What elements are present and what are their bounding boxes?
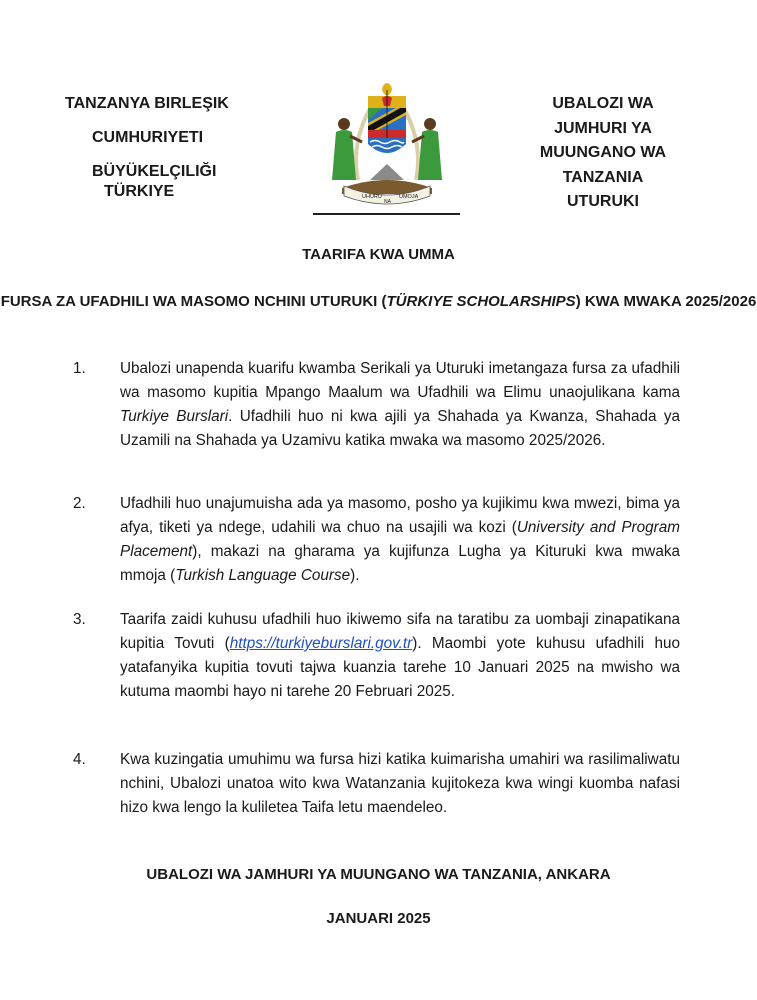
paragraph-number: 2.	[73, 495, 86, 512]
header-left-line-2: CUMHURIYETI	[92, 129, 204, 146]
header-divider	[313, 213, 460, 215]
paragraph-1	[73, 357, 680, 453]
header-right-line-2: JUMHURI YA	[554, 119, 652, 137]
page-title: TAARIFA KWA UMMA	[302, 246, 455, 263]
motto-word-1: UHURU	[362, 194, 382, 200]
header-right-line-4: TANZANIA	[562, 168, 644, 186]
paragraph-text: Ufadhili huo unajumuisha ada ya masomo, posho ya kujikimu kwa mwezi, bima ya afya, tiketi ya ndege, udahili wa chuo na usajili wa kozi (University and Program Placement), makazi na gharama ya kujifunza Lugha ya Kituruki kwa mwaka mmoja (Turkish Language Course).	[120, 495, 680, 584]
scholarship-website-link[interactable]: https://turkiyeburslari.gov.tr	[229, 635, 413, 652]
header-right-line-1: UBALOZI WA	[552, 95, 654, 112]
coat-of-arms-emblem	[322, 80, 452, 208]
paragraph-text: Kwa kuzingatia umuhimu wa fursa hizi katika kuimarisha umahiri wa rasilimaliwatu nchini, Ubalozi unatoa wito kwa Watanzania kujitokeza kwa wingi kuomba nafasi hizo kwa lengo la kuliletea Taifa letu maendeleo.	[120, 751, 680, 816]
page-subtitle: FURSA ZA UFADHILI WA MASOMO NCHINI UTURUKI (TÜRKIYE SCHOLARSHIPS) KWA MWAKA 2025/2026	[0, 293, 757, 310]
header-left-line-4: TÜRKIYE	[104, 183, 175, 200]
motto-word-3: UMOJA	[399, 194, 419, 200]
paragraph-3	[73, 608, 680, 704]
issue-date: JANUARI 2025	[326, 910, 431, 927]
header-right	[518, 92, 688, 215]
paragraph-number: 4.	[73, 751, 86, 768]
issuer-line: UBALOZI WA JAMHURI YA MUUNGANO WA TANZANIA, ANKARA	[146, 866, 611, 883]
header-left-line-1: TANZANYA BIRLEŞIK	[65, 95, 229, 112]
motto-word-2: NA	[384, 199, 391, 205]
paragraph-text: Ubalozi unapenda kuarifu kwamba Serikali ya Uturuki imetangaza fursa za ufadhili wa masomo kupitia Mpango Maalum wa Ufadhili wa Elimu unaojulikana kama Turkiye Burslari. Ufadhili huo ni kwa ajili ya Shahada ya Kwanza, Shahada ya Uzamili na Shahada ya Uzamivu katika mwaka wa masomo 2025/2026.	[120, 360, 680, 449]
paragraph-2	[73, 492, 680, 588]
header-right-line-5: UTURUKI	[567, 193, 639, 210]
header-left-line-3: BÜYÜKELÇILIĞI	[92, 163, 217, 180]
paragraph-number: 3.	[73, 611, 86, 628]
paragraph-text: Taarifa zaidi kuhusu ufadhili huo ikiwemo sifa na taratibu za uombaji zinapatikana kupitia Tovuti (https://turkiyeburslari.gov.tr). Maombi yote kuhusu ufadhili huo yatafanyika kupitia tovuti tajwa kuanzia tarehe 10 Januari 2025 na mwisho wa kutuma maombi hayo ni tarehe 20 Februari 2025.	[120, 611, 680, 700]
header-right-line-3: MUUNGANO WA	[539, 144, 667, 161]
paragraph-4	[73, 748, 680, 820]
paragraph-number: 1.	[73, 360, 86, 377]
